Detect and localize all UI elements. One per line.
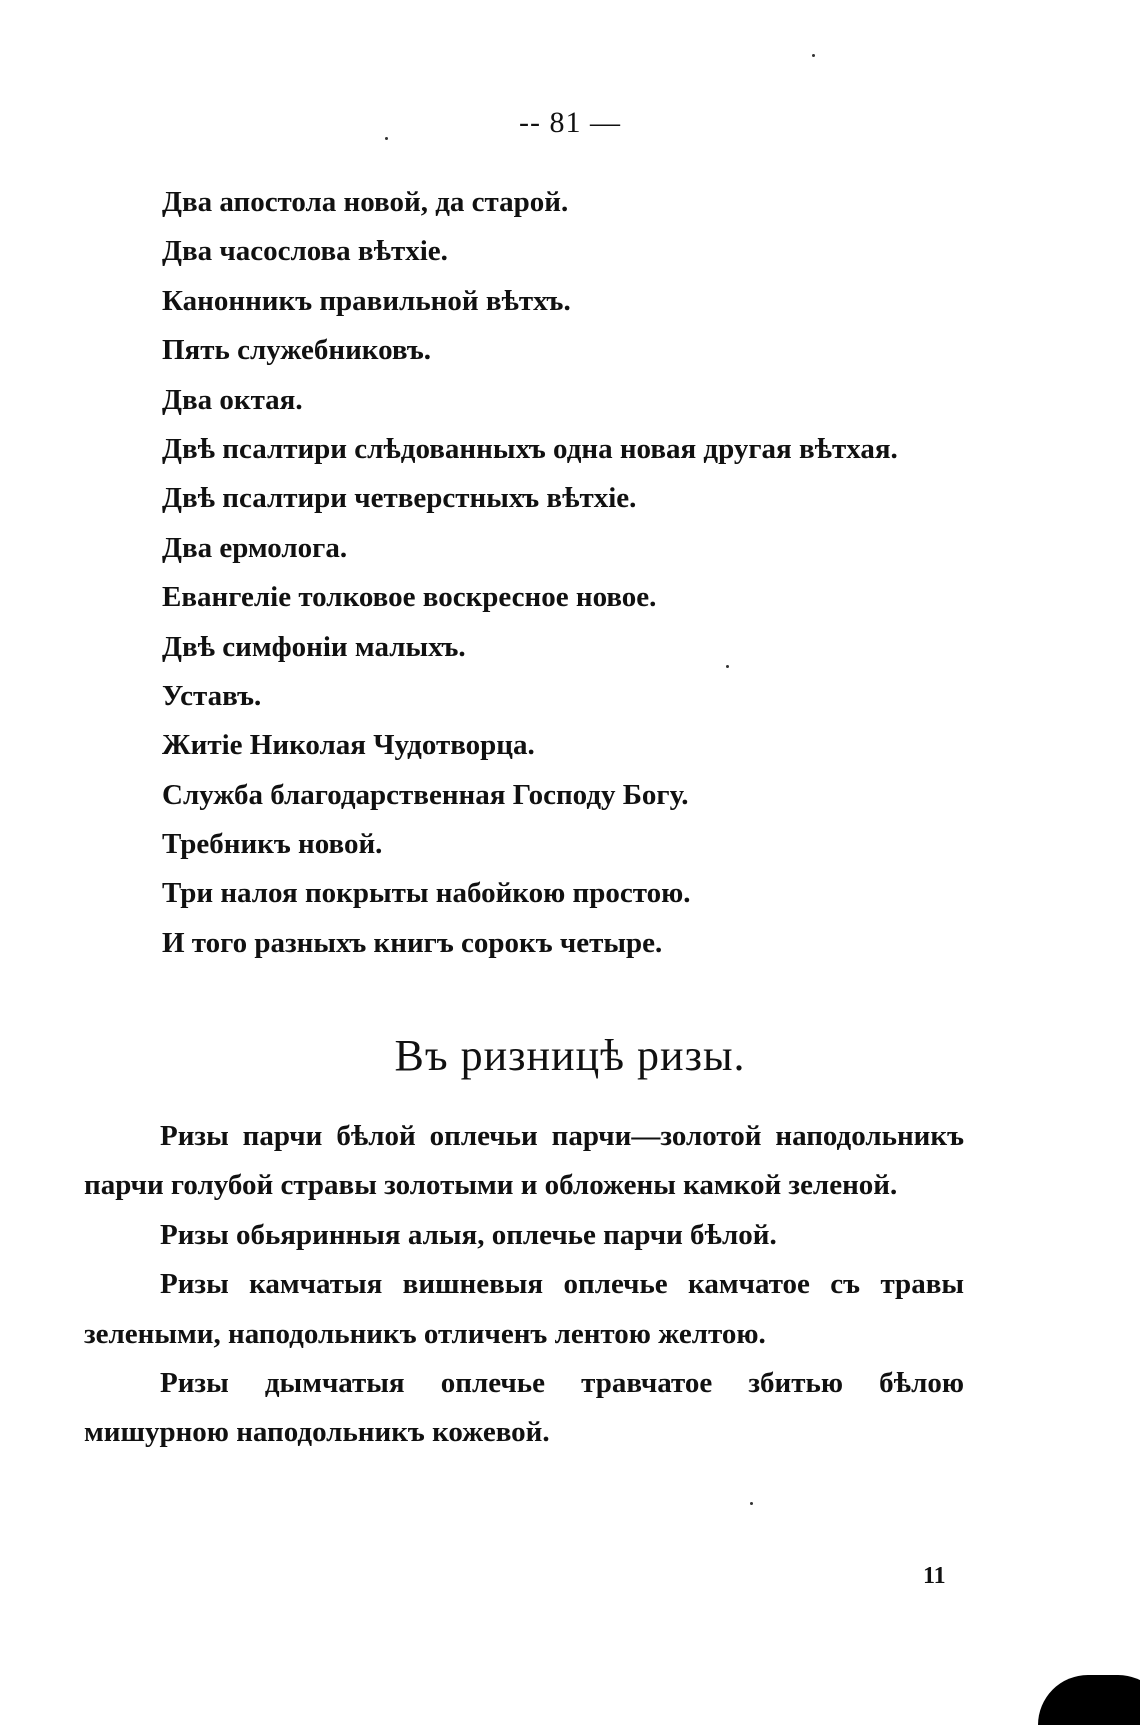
inventory-line: Двѣ симфоніи малыхъ. (162, 630, 466, 663)
vestment-paragraph: Ризы парчи бѣлой оплечьи парчи—золотой наподольникъ парчи голубой стравы золотыми и обложены камкой зеленой. (84, 1120, 964, 1202)
inventory-line: Два апостола новой, да старой. (162, 186, 569, 218)
page-edge-blot (1038, 1675, 1140, 1725)
inventory-line: Пять служебниковъ. (162, 334, 431, 367)
inventory-line: Двѣ псалтири слѣдованныхъ одна новая другая вѣтхая. (162, 432, 898, 465)
inventory-line: Два часослова вѣтхіе. (162, 235, 448, 268)
scan-speck (726, 665, 729, 668)
inventory-line: Два октая. (162, 383, 303, 416)
vestment-paragraph: Ризы дымчатыя оплечье травчатое збитью бѣлою мишурною наподольникъ кожевой. (84, 1367, 964, 1449)
inventory-line: Требникъ новой. (162, 828, 383, 861)
section-heading: Въ ризницѣ ризы. (394, 1031, 746, 1080)
scan-speck (385, 137, 388, 140)
vestments-description (84, 1112, 964, 1458)
inventory-line: Канонникъ правильной вѣтхъ. (162, 284, 571, 317)
scan-speck (750, 1502, 753, 1505)
vestment-paragraph: Ризы обьяринныя алыя, оплечье парчи бѣлой. (160, 1218, 777, 1251)
scan-speck (812, 54, 815, 57)
inventory-line: Евангеліе толковое воскресное новое. (162, 581, 657, 614)
inventory-line-total: И того разныхъ книгъ сорокъ четыре. (162, 926, 663, 959)
printer-signature-mark: 11 (923, 1563, 946, 1589)
inventory-line: Житіе Николая Чудотворца. (162, 729, 535, 762)
inventory-line: Уставъ. (162, 679, 262, 712)
inventory-line: Два ермолога. (162, 531, 348, 564)
inventory-line: Двѣ псалтири четверстныхъ вѣтхіе. (162, 482, 637, 515)
inventory-line: Служба благодарственная Господу Богу. (162, 778, 689, 811)
inventory-line: Три налоя покрыты набойкою простою. (162, 877, 691, 910)
vestment-paragraph: Ризы камчатыя вишневыя оплечье камчатое съ травы зелеными, наподольникъ отличенъ лентою желтою. (84, 1268, 964, 1350)
page-number: -- 81 — (519, 106, 621, 139)
book-inventory-list (162, 178, 1042, 968)
